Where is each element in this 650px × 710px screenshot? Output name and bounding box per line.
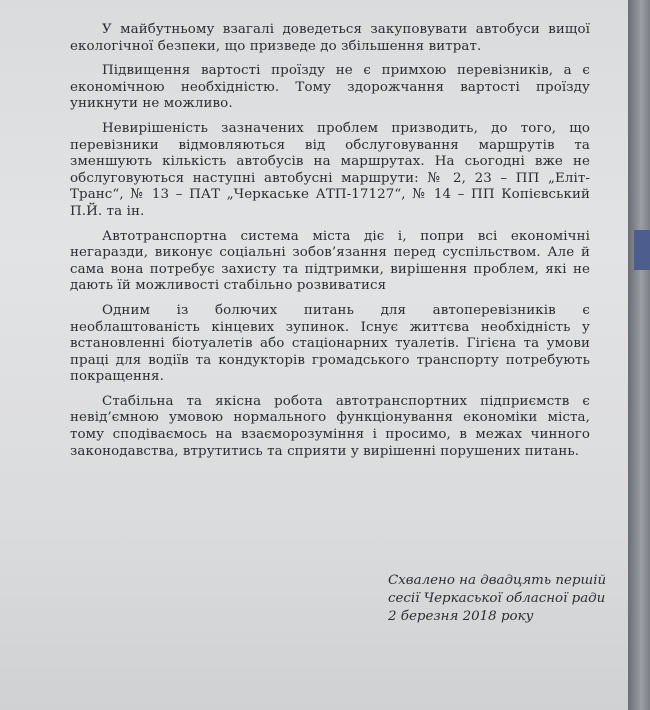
paragraph-4: Автотранспортна система міста діє і, попри всі економічні негаразди, виконує соціальні зобов’язання перед суспільством. Але й сама вона потребує захисту та підтримки, вирішення проблем, які не дають їй можливості стабільно розвиватися [70, 228, 590, 294]
document-body [70, 22, 590, 468]
background-edge [628, 0, 650, 710]
paragraph-6: Стабільна та якісна робота автотранспортних підприємств є невід’ємною умовою нормального функціонування економіки міста, тому сподіваємось на взаєморозуміння і просимо, в межах чинного законодавства, втрутитись та сприяти у вирішенні порушених питань. [70, 393, 590, 459]
paragraph-2: Підвищення вартості проїзду не є примхою перевізників, а є економічною необхідністю. Тому здорожчання вартості проїзду уникнути не можливо. [70, 63, 590, 112]
approval-date: 2 березня 2018 року [388, 609, 534, 624]
paragraph-3: Невирішеність зазначених проблем призводить, до того, що перевізники відмовляються від обслуговування маршрутів та зменшують кількість автобусів на маршрутах. На сьогодні вже не обслуговуються наступні автобусні маршрути: № 2, 23 – ПП „Еліт-Транс“, № 13 – ПАТ „Черкаське АТП-17127“, № 14 – ПП Копієвський П.Й. та ін. [70, 120, 590, 219]
paragraph-1: У майбутньому взагалі доведеться закуповувати автобуси вищої екологічної безпеки, що призведе до збільшення витрат. [70, 22, 590, 54]
approval-line-1: Схвалено на двадцять першій [388, 573, 607, 588]
background-object [634, 230, 650, 270]
approval-signature-block [388, 572, 618, 626]
approval-line-2: сесії Черкаської обласної ради [388, 591, 606, 606]
paragraph-5: Одним із болючих питань для автоперевізників є необлаштованість кінцевих зупинок. Існує життєва необхідність у встановленні біотуалетів або стаціонарних туалетів. Гігієна та умови праці для водіїв та кондукторів громадського транспорту потребують покращення. [70, 302, 590, 385]
